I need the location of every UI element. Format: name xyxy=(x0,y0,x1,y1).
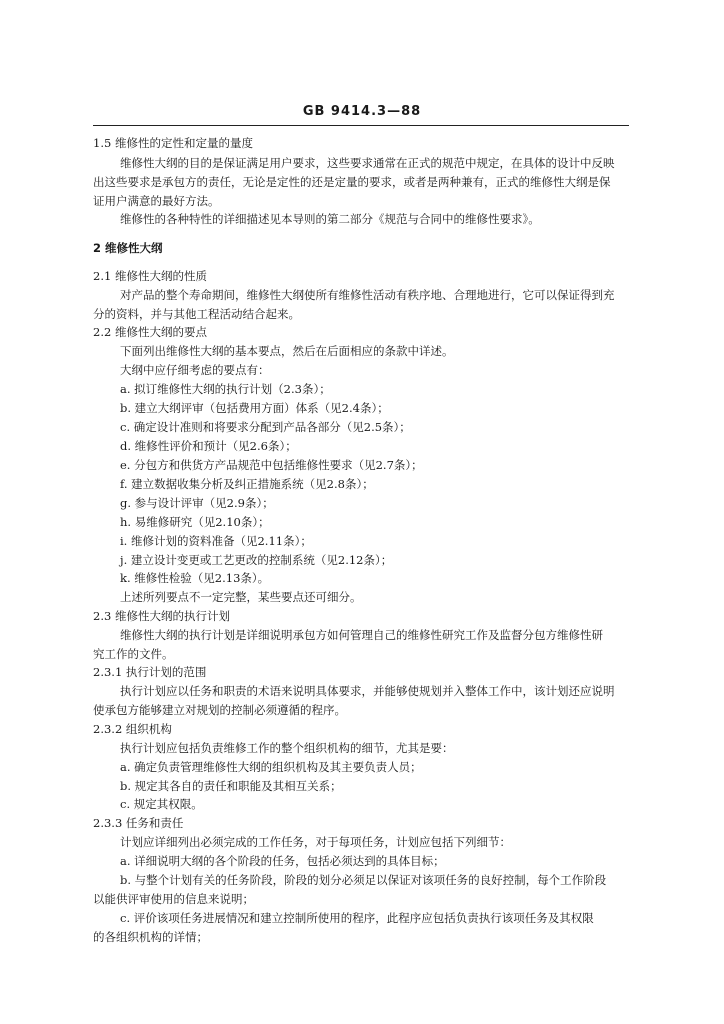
text-line: c. 规定其权限。 xyxy=(120,797,203,811)
text-line: 1.5 维修性的定性和定量的量度 xyxy=(93,136,253,150)
text-line: 2.2 维修性大纲的要点 xyxy=(93,325,207,339)
text-line: a. 确定负责管理维修性大纲的组织机构及其主要负责人员； xyxy=(120,760,422,774)
text-line: 证用户满意的最好方法。 xyxy=(93,194,220,208)
text-line: c. 评价该项任务进展情况和建立控制所使用的程序，此程序应包括负责执行该项任务及其权限 xyxy=(120,911,594,925)
text-line: 以能供评审使用的信息来说明； xyxy=(93,892,254,906)
text-line: b. 与整个计划有关的任务阶段，阶段的划分必须足以保证对该项任务的良好控制，每个工作阶段 xyxy=(120,873,607,887)
text-line: 2.3.2 组织机构 xyxy=(93,722,172,736)
text-line: 2.3.3 任务和责任 xyxy=(93,816,184,830)
text-line: a. 拟订维修性大纲的执行计划（2.3条）； xyxy=(120,382,331,396)
text-line: 出这些要求是承包方的责任，无论是定性的还是定量的要求，或者是两种兼有，正式的维修性大纲是保 xyxy=(93,175,611,189)
text-line: e. 分包方和供货方产品规范中包括维修性要求（见2.7条）； xyxy=(120,458,423,472)
text-line: 下面列出维修性大纲的基本要点，然后在后面相应的条款中详述。 xyxy=(120,344,454,358)
text-line: c. 确定设计准则和将要求分配到产品各部分（见2.5条）； xyxy=(120,420,411,434)
text-line: 分的资料，并与其他工程活动结合起来。 xyxy=(93,307,300,321)
text-line: 计划应详细列出必须完成的工作任务，对于每项任务，计划应包括下列细节： xyxy=(120,835,511,849)
text-line: 上述所列要点不一定完整，某些要点还可细分。 xyxy=(120,590,362,604)
text-line: d. 维修性评价和预计（见2.6条）； xyxy=(120,439,297,453)
text-line: 2.3 维修性大纲的执行计划 xyxy=(93,609,230,623)
text-line: 维修性的各种特性的详细描述见本导则的第二部分《规范与合同中的维修性要求》。 xyxy=(120,212,540,226)
text-line: i. 维修计划的资料准备（见2.11条）； xyxy=(120,534,312,548)
text-line: 2.1 维修性大纲的性质 xyxy=(93,269,207,283)
text-line: 2.3.1 执行计划的范围 xyxy=(93,665,207,679)
text-line: a. 详细说明大纲的各个阶段的任务，包括必须达到的具体目标； xyxy=(120,854,445,868)
text-line: 使承包方能够建立对规划的控制必须遵循的程序。 xyxy=(93,703,346,717)
text-line: b. 建立大纲评审（包括费用方面）体系（见2.4条）； xyxy=(120,401,389,415)
text-line: h. 易维修研究（见2.10条）； xyxy=(120,515,270,529)
text-line: 维修性大纲的目的是保证满足用户要求，这些要求通常在正式的规范中规定，在具体的设计中反映 xyxy=(120,156,615,170)
text-line: f. 建立数据收集分析及纠正措施系统（见2.8条）； xyxy=(120,477,374,491)
text-line: g. 参与设计评审（见2.9条）； xyxy=(120,496,274,510)
text-line: 大纲中应仔细考虑的要点有： xyxy=(120,363,270,377)
text-line: 执行计划应以任务和职责的术语来说明具体要求，并能够使规划并入整体工作中，该计划还应说明 xyxy=(120,684,615,698)
text-line: 维修性大纲的执行计划是详细说明承包方如何管理自己的维修性研究工作及监督分包方维修性研 xyxy=(120,628,603,642)
text-line: k. 维修性检验（见2.13条）。 xyxy=(120,571,270,585)
standard-number-header: GB 9414.3—88 xyxy=(302,104,422,119)
text-line: j. 建立设计变更或工艺更改的控制系统（见2.12条）； xyxy=(120,553,393,567)
header-rule xyxy=(93,125,629,126)
text-line: b. 规定其各自的责任和职能及其相互关系； xyxy=(120,779,342,793)
text-line: 对产品的整个寿命期间，维修性大纲使所有维修性活动有秩序地、合理地进行，它可以保证得到充 xyxy=(120,288,615,302)
text-line: 执行计划应包括负责维修工作的整个组织机构的细节，尤其是要： xyxy=(120,741,454,755)
text-line: 的各组织机构的详情； xyxy=(93,930,208,944)
text-line: 2 维修性大纲 xyxy=(93,241,163,255)
text-line: 究工作的文件。 xyxy=(93,647,174,661)
